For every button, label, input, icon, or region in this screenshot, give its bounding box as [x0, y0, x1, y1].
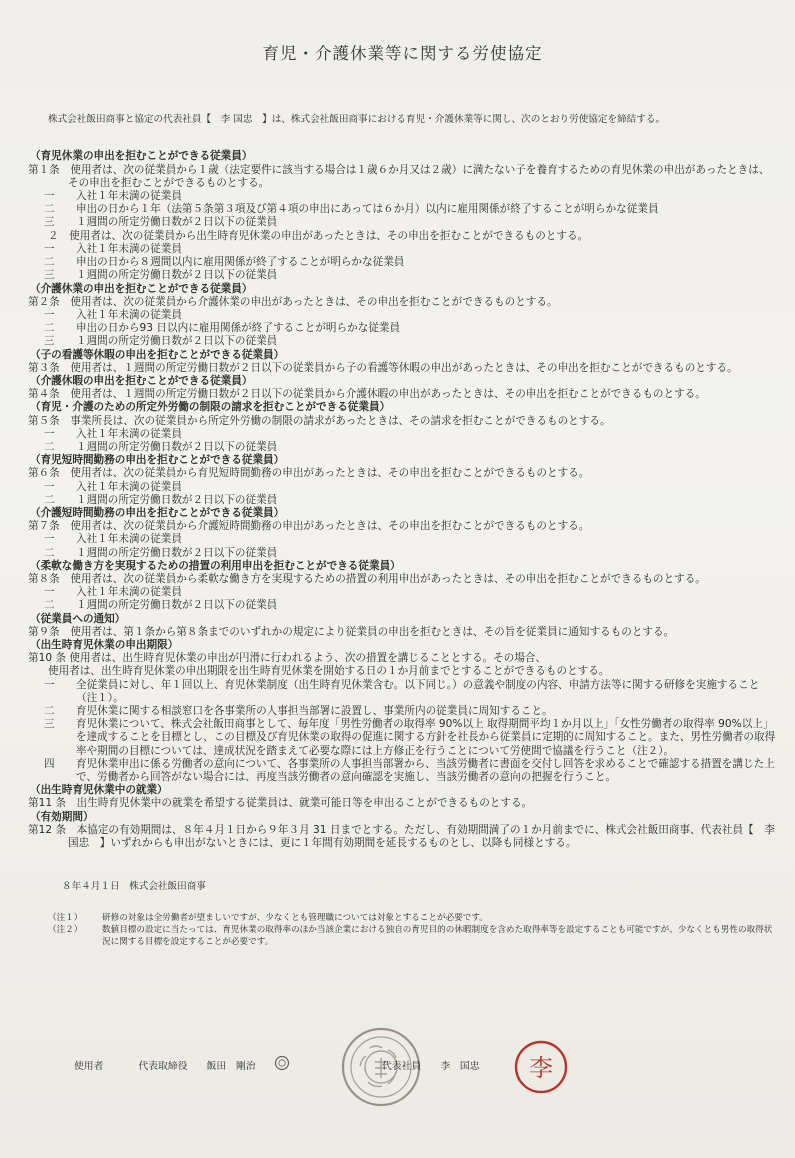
- article-9: 第９条 使用者は、第１条から第８条までのいずれかの規定により従業員の申出を拒むときは、その旨を従業員に通知するものとする。: [28, 625, 675, 638]
- section-heading: （出生時育児休業中の就業）: [30, 784, 168, 797]
- article-1: 第１条 使用者は、次の従業員から１歳（法定要件に該当する場合は１歳６か月又は２歳）に満たない子を養育するための育児休業の申出があったときは、その申出を拒むことができるものとする。: [28, 163, 770, 189]
- item-mark: 二: [44, 322, 55, 335]
- section-heading: （有効期間）: [30, 810, 94, 823]
- item-mark: 三: [44, 269, 55, 282]
- section-heading: （柔軟な働き方を実現するための措置の利用申出を拒むことができる従業員）: [30, 559, 401, 572]
- item-list: [28, 679, 777, 785]
- item-mark: 一: [44, 480, 55, 493]
- item-mark: 一: [44, 678, 55, 691]
- item-list: [28, 533, 777, 559]
- item-list: [28, 586, 777, 612]
- section-heading: （子の看護等休暇の申出を拒むことができる従業員）: [30, 348, 285, 361]
- representative-label: 代表社員: [382, 1061, 422, 1072]
- item-text: １週間の所定労働日数が２日以下の従業員: [76, 493, 278, 506]
- section-heading: （育児・介護のための所定外労働の制限の請求を拒むことができる従業員）: [30, 401, 391, 414]
- list-item: [44, 309, 777, 322]
- item-text: 申出の日から１年（法第５条第３項及び第４項の申出にあっては６か月）以内に雇用関係が終了することが明らかな従業員: [76, 203, 659, 216]
- item-text: 入社１年未満の従業員: [76, 308, 182, 321]
- item-mark: 一: [44, 308, 55, 321]
- item-text: 入社１年未満の従業員: [76, 242, 182, 255]
- list-item: [44, 758, 777, 784]
- section-heading: （従業員への通知）: [30, 612, 126, 625]
- item-mark: 二: [44, 493, 55, 506]
- item-text: １週間の所定労働日数が２日以下の従業員: [76, 335, 278, 348]
- employer-name: 飯田 剛治: [206, 1061, 256, 1072]
- item-text: １週間の所定労働日数が２日以下の従業員: [76, 269, 278, 282]
- representative-name: 李 国忠: [440, 1061, 480, 1072]
- list-item: [44, 322, 777, 335]
- list-item: [44, 679, 777, 705]
- item-list: [28, 243, 777, 283]
- document-title: 育児・介護休業等に関する労使協定: [262, 44, 543, 63]
- list-item: [44, 269, 777, 282]
- list-item: [44, 533, 777, 546]
- item-mark: 二: [44, 546, 55, 559]
- footnote-mark: （注１）: [48, 913, 83, 924]
- article-7: 第７条 使用者は、次の従業員から介護短時間勤務の申出があったときは、その申出を拒むことができるものとする。: [28, 520, 590, 533]
- article-11: 第11 条 出生時育児休業中の就業を希望する従業員は、就業可能日等を申出ることができるものとする。: [28, 797, 533, 810]
- item-mark: 二: [44, 599, 55, 612]
- item-mark: 三: [44, 718, 55, 731]
- footnote-mark: （注２）: [48, 925, 83, 936]
- section-heading: （介護休暇の申出を拒むことができる従業員）: [30, 374, 253, 387]
- item-mark: 三: [44, 335, 55, 348]
- item-text: 入社１年未満の従業員: [76, 586, 182, 599]
- item-mark: 四: [44, 757, 55, 770]
- item-mark: 一: [44, 586, 55, 599]
- agreement-body: [28, 150, 786, 850]
- item-list: [28, 190, 777, 230]
- item-mark: 一: [44, 427, 55, 440]
- item-list: [28, 428, 777, 454]
- item-mark: 三: [44, 216, 55, 229]
- article-10: 第10 条 使用者は、出生時育児休業の申出が円滑に行われるよう、次の措置を講じることとする。その場合、: [28, 652, 547, 665]
- list-item: [44, 481, 777, 494]
- article-6: 第６条 使用者は、次の従業員から育児短時間勤務の申出があったときは、その申出を拒むことができるものとする。: [28, 467, 590, 480]
- section-heading: （出生時育児休業の申出期限）: [30, 638, 179, 651]
- footnote: [48, 912, 777, 924]
- item-mark: 二: [44, 203, 55, 216]
- article-12: 第12 条 本協定の有効期間は、８年４月１日から９年３月 31 日までとする。ただし、有効期間満了の１か月前までに、株式会社飯田商事、代表社員【 李 国忠 】いずれからも申出がないときには、更に１年間有効期間を延長するものとし、以降も同様とする。: [28, 823, 786, 850]
- item-mark: 一: [44, 190, 55, 203]
- list-item: [44, 335, 777, 348]
- item-mark: 二: [44, 705, 55, 717]
- list-item: [44, 599, 777, 612]
- item-text: １週間の所定労働日数が２日以下の従業員: [76, 216, 278, 229]
- footnote: [48, 924, 777, 948]
- representative-seal-icon: [512, 1038, 570, 1096]
- article-2: 第２条 使用者は、次の従業員から介護休業の申出があったときは、その申出を拒むことができるものとする。: [28, 295, 558, 308]
- item-text: １週間の所定労働日数が２日以下の従業員: [76, 599, 278, 612]
- personal-seal-icon: [274, 1055, 290, 1071]
- item-text: 育児休業に関する相談窓口を各事業所の人事担当部署に設置し、事業所内の従業員に周知すること。: [76, 705, 553, 717]
- section-heading: （介護休業の申出を拒むことができる従業員）: [30, 282, 253, 295]
- item-text: １週間の所定労働日数が２日以下の従業員: [76, 546, 278, 559]
- list-item: [44, 216, 777, 229]
- intro-paragraph: 株式会社飯田商事と協定の代表社員【 李 国忠 】は、株式会社飯田商事における育児・介護休業等に関し、次のとおり労使協定を締結する。: [48, 114, 666, 125]
- item-mark: 一: [44, 533, 55, 546]
- item-text: 申出の日から８週間以内に雇用関係が終了することが明らかな従業員: [76, 256, 405, 269]
- article-1-paragraph-2: ２ 使用者は、次の従業員から出生時育児休業の申出があったときは、その申出を拒むことができるものとする。: [48, 229, 589, 242]
- item-mark: 二: [44, 256, 55, 269]
- list-item: [44, 494, 777, 507]
- section-heading: （介護短時間勤務の申出を拒むことができる従業員）: [30, 506, 285, 519]
- list-item: [44, 705, 777, 718]
- item-text: 入社１年未満の従業員: [76, 190, 182, 203]
- footnotes: [48, 912, 777, 948]
- item-mark: 二: [44, 440, 55, 453]
- item-text: １週間の所定労働日数が２日以下の従業員: [76, 440, 278, 453]
- list-item: [44, 243, 777, 256]
- item-text: 入社１年未満の従業員: [76, 533, 182, 546]
- item-list: [28, 481, 777, 507]
- section-heading: （育児短時間勤務の申出を拒むことができる従業員）: [30, 454, 285, 467]
- article-3: 第３条 使用者は、１週間の所定労働日数が２日以下の従業員から子の看護等休暇の申出があったときは、その申出を拒むことができるものとする。: [28, 361, 738, 374]
- employer-title: 代表取締役: [138, 1061, 188, 1072]
- list-item: [44, 586, 777, 599]
- item-text: 全従業員に対し、年１回以上、育児休業制度（出生時育児休業含む。以下同じ。）の意義や制度の内容、申請方法等に関する研修を実施すること（注１）。: [76, 678, 760, 704]
- representative-signature: [382, 1058, 480, 1072]
- item-text: 育児休業申出に係る労働者の意向について、各事業所の人事担当部署から、当該労働者に書面を交付し回答を求めることで確認する措置を講じた上で、労働者から回答がない場合には、再度当該労働者の意向確認を実施し、当該労働者の意向の把握を行うこと。: [76, 757, 775, 784]
- footnote-text: 数値目標の設定に当たっては、育児休業の取得率のほか当該企業における独自の育児目的の休暇制度を含めた取得率等を設定することも可能ですが、少なくとも男性の取得状況に関する目標を設定することが必要です。: [102, 925, 773, 948]
- footnote-text: 研修の対象は全労働者が望ましいですが、少なくとも管理職については対象とすることが必要です。: [102, 913, 488, 924]
- section-heading: （育児休業の申出を拒むことができる従業員）: [30, 150, 253, 163]
- item-text: 入社１年未満の従業員: [76, 480, 182, 493]
- item-text: 申出の日から93 日以内に雇用関係が終了することが明らかな従業員: [76, 322, 401, 335]
- article-5: 第５条 事業所長は、次の従業員から所定外労働の制限の請求があったときは、その請求を拒むことができるものとする。: [28, 414, 611, 427]
- item-list: [28, 309, 777, 349]
- article-4: 第４条 使用者は、１週間の所定労働日数が２日以下の従業員から介護休暇の申出があったときは、その申出を拒むことができるものとする。: [28, 388, 706, 401]
- employer-signature: [74, 1058, 256, 1072]
- list-item: [44, 547, 777, 560]
- list-item: [44, 441, 777, 454]
- list-item: [44, 428, 777, 441]
- list-item: [44, 256, 777, 269]
- list-item: [44, 718, 777, 758]
- list-item: [44, 190, 777, 203]
- list-item: [44, 203, 777, 216]
- agreement-date: ８年４月１日 株式会社飯田商事: [62, 881, 206, 893]
- item-text: 入社１年未満の従業員: [76, 427, 182, 440]
- seal-character: 李: [529, 1054, 553, 1082]
- article-10-continuation: 使用者は、出生時育児休業の申出期限を出生時育児休業を開始する日の１か月前までとすることができるものとする。: [48, 665, 610, 678]
- item-mark: 一: [44, 242, 55, 255]
- item-text: 育児休業について、株式会社飯田商事として、毎年度「男性労働者の取得率 90%以上 取得期間平均１か月以上」「女性労働者の取得率 90%以上」を達成することを目標とし、この目標及び育児休業の取得の促進に関する方針を社長から従業員に定期的に周知すること。また、男性労働者の取得率や期間の目標については、達成状況を踏まえて必要な際には上方修正を行うことについて労使間で協議を行うこと（注２）。: [76, 718, 776, 757]
- article-8: 第８条 使用者は、次の従業員から柔軟な働き方を実現するための措置の利用申出があったときは、その申出を拒むことができるものとする。: [28, 572, 706, 585]
- employer-label: 使用者: [74, 1061, 104, 1072]
